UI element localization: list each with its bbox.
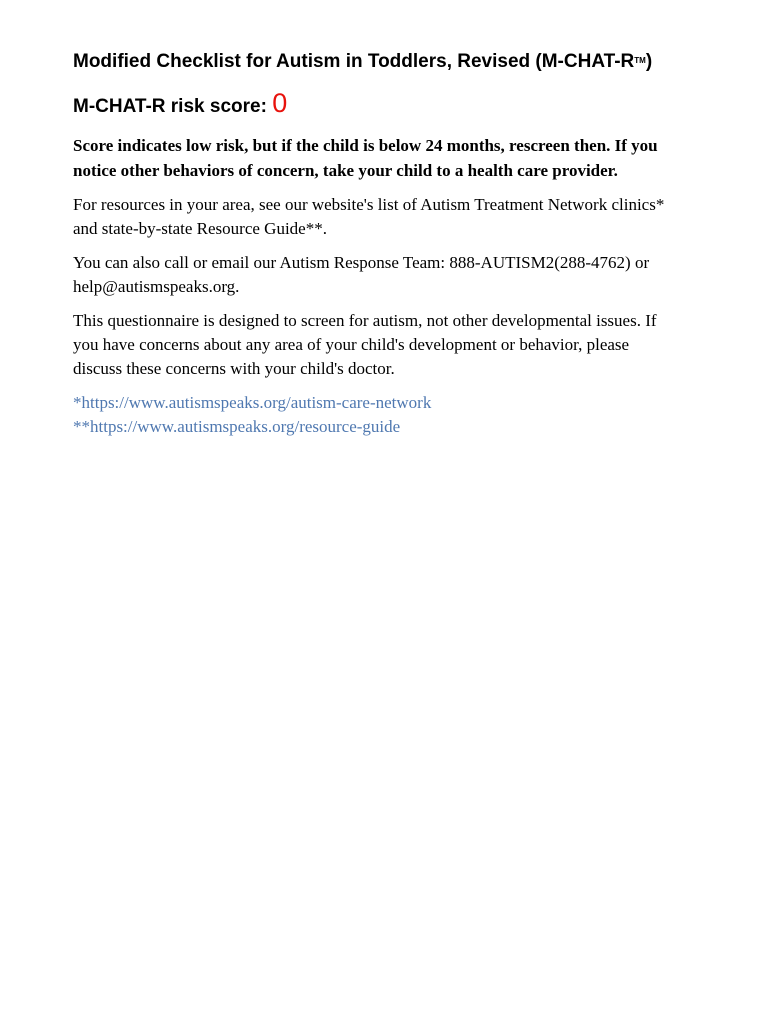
- resource-guide-link[interactable]: **https://www.autismspeaks.org/resource-guide: [73, 417, 401, 436]
- risk-score-value: 0: [272, 88, 288, 118]
- resources-paragraph: For resources in your area, see our website's list of Autism Treatment Network clinics* and state-by-state Resource Guide**.: [73, 195, 665, 238]
- risk-score-line: [73, 88, 728, 122]
- title-close-paren: ): [645, 51, 653, 72]
- disclaimer-paragraph: This questionnaire is designed to screen for autism, not other developmental issues. If you have concerns about any area of your child's development or behavior, please discuss these concerns with your child's doctor.: [73, 311, 657, 378]
- title-text: Modified Checklist for Autism in Toddlers, Revised (M-CHAT-R: [73, 51, 635, 72]
- risk-interpretation: Score indicates low risk, but if the child is below 24 months, rescreen then. If you notice other behaviors of concern, take your child to a health care provider.: [73, 136, 658, 180]
- autism-care-network-link[interactable]: *https://www.autismspeaks.org/autism-care-network: [73, 393, 432, 412]
- risk-score-label: M-CHAT-R risk score:: [73, 96, 273, 117]
- reference-links: [73, 391, 728, 439]
- page-title: [73, 50, 728, 74]
- trademark-symbol: TM: [634, 56, 646, 65]
- contact-paragraph: You can also call or email our Autism Response Team: 888-AUTISM2(288-4762) or help@autismspeaks.org.: [73, 253, 650, 296]
